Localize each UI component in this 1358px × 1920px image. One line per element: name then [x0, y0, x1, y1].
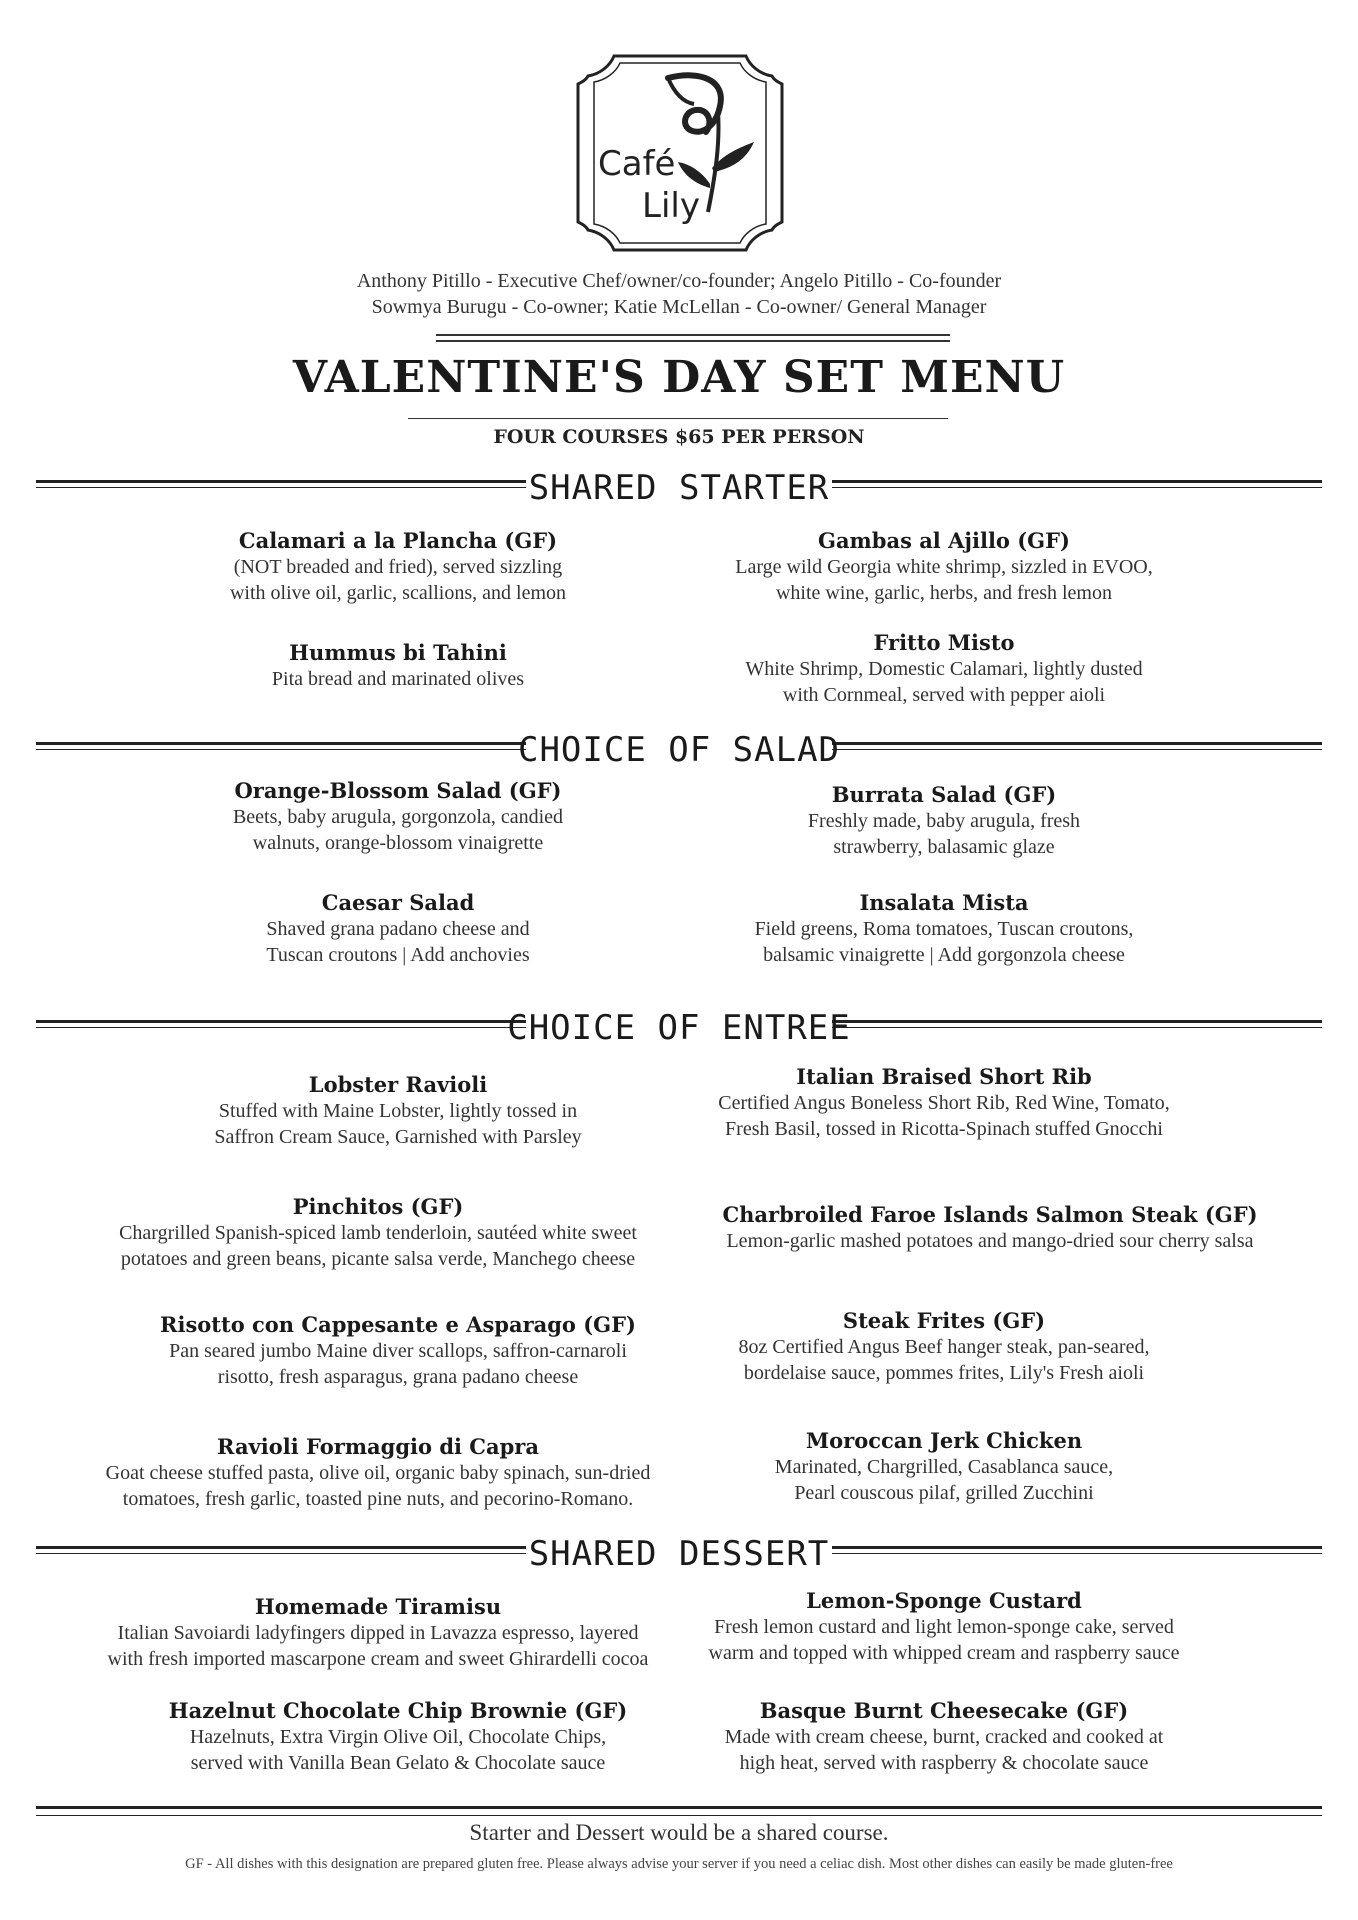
item-description: Pita bread and marinated olives	[271, 668, 525, 690]
credits-line-2: Sowmya Burugu - Co-owner; Katie McLellan - Co-owner/ General Manager	[371, 296, 987, 318]
menu-item	[644, 890, 1244, 968]
menu-item	[680, 1202, 1300, 1254]
credits-line-1: Anthony Pitillo - Executive Chef/owner/co-founder; Angelo Pitillo - Co-founder	[356, 270, 1002, 292]
title-underline	[408, 418, 948, 419]
logo-text-cafe: Café	[598, 144, 676, 184]
item-name: Basque Burnt Cheesecake (GF)	[759, 1698, 1129, 1723]
menu-item	[98, 1698, 698, 1776]
menu-item	[98, 640, 698, 692]
item-name: Risotto con Cappesante e Asparago (GF)	[160, 1312, 636, 1337]
item-description: Shaved grana padano cheese and Tuscan croutons | Add anchovies	[266, 918, 530, 966]
item-description: Large wild Georgia white shrimp, sizzled in EVOO, white wine, garlic, herbs, and fresh lemon	[735, 556, 1153, 604]
menu-item	[644, 1428, 1244, 1506]
menu-item	[644, 1064, 1244, 1142]
item-description: Made with cream cheese, burnt, cracked and cooked at high heat, served with raspberry & chocolate sauce	[724, 1726, 1164, 1774]
item-description: Hazelnuts, Extra Virgin Olive Oil, Chocolate Chips, served with Vanilla Bean Gelato & Chocolate sauce	[189, 1726, 607, 1774]
logo	[574, 52, 786, 254]
menu-item	[644, 528, 1244, 606]
item-name: Insalata Mista	[859, 890, 1029, 915]
divider-top-1	[436, 334, 950, 336]
section-title: SHARED STARTER	[528, 468, 830, 508]
item-description: Marinated, Chargrilled, Casablanca sauce, Pearl couscous pilaf, grilled Zucchini	[774, 1456, 1114, 1504]
item-name: Hazelnut Chocolate Chip Brownie (GF)	[168, 1698, 628, 1723]
footer-divider	[36, 1806, 1322, 1816]
section-title: CHOICE OF ENTREE	[507, 1008, 851, 1048]
item-description: Chargrilled Spanish-spiced lamb tenderloin, sautéed white sweet potatoes and green beans, picante salsa verde, Manchego cheese	[119, 1222, 637, 1270]
menu-item	[98, 890, 698, 968]
item-name: Moroccan Jerk Chicken	[805, 1428, 1083, 1453]
menu-item	[98, 1072, 698, 1150]
item-description: Certified Angus Boneless Short Rib, Red Wine, Tomato, Fresh Basil, tossed in Ricotta-Spinach stuffed Gnocchi	[718, 1092, 1170, 1140]
item-description: Goat cheese stuffed pasta, olive oil, organic baby spinach, sun-dried tomatoes, fresh garlic, toasted pine nuts, and pecorino-Romano.	[105, 1462, 651, 1510]
item-name: Hummus bi Tahini	[289, 640, 507, 665]
item-description: Fresh lemon custard and light lemon-sponge cake, served warm and topped with whipped cream and raspberry sauce	[708, 1616, 1180, 1664]
menu-item	[644, 782, 1244, 860]
menu-item	[68, 1194, 688, 1272]
item-description: Freshly made, baby arugula, fresh strawberry, balasamic glaze	[807, 810, 1081, 858]
menu-item	[644, 1308, 1244, 1386]
item-name: Steak Frites (GF)	[842, 1308, 1046, 1333]
item-description: Field greens, Roma tomatoes, Tuscan croutons, balsamic vinaigrette | Add gorgonzola cheese	[754, 918, 1134, 966]
shared-course-note: Starter and Dessert would be a shared course.	[469, 1820, 889, 1845]
item-name: Gambas al Ajillo (GF)	[818, 528, 1070, 553]
item-name: Pinchitos (GF)	[292, 1194, 464, 1219]
section-header-entree	[36, 1006, 1322, 1050]
page-title: VALENTINE'S DAY SET MENU	[292, 352, 1066, 403]
section-title: SHARED DESSERT	[528, 1534, 830, 1574]
menu-item	[644, 630, 1244, 708]
section-header-salad	[36, 728, 1322, 772]
item-name: Lemon-Sponge Custard	[806, 1588, 1082, 1613]
item-description: White Shrimp, Domestic Calamari, lightly dusted with Cornmeal, served with pepper aioli	[745, 658, 1143, 706]
item-name: Caesar Salad	[321, 890, 475, 915]
item-name: Charbroiled Faroe Islands Salmon Steak (GF)	[722, 1202, 1258, 1227]
logo-text-lily: Lily	[642, 186, 700, 226]
menu-item	[98, 778, 698, 856]
divider-top-2	[436, 340, 950, 342]
menu-item	[98, 528, 698, 606]
item-description: (NOT breaded and fried), served sizzling with olive oil, garlic, scallions, and lemon	[229, 556, 567, 604]
menu-item	[68, 1594, 688, 1672]
item-name: Orange-Blossom Salad (GF)	[234, 778, 562, 803]
section-header-dessert	[36, 1532, 1322, 1576]
item-description: 8oz Certified Angus Beef hanger steak, pan-seared, bordelaise sauce, pommes frites, Lily's Fresh aioli	[738, 1336, 1150, 1384]
item-description: Lemon-garlic mashed potatoes and mango-dried sour cherry salsa	[726, 1230, 1254, 1252]
item-name: Homemade Tiramisu	[254, 1594, 502, 1619]
item-description: Beets, baby arugula, gorgonzola, candied walnuts, orange-blossom vinaigrette	[232, 806, 564, 854]
price-subtitle: FOUR COURSES $65 PER PERSON	[493, 426, 865, 448]
section-title: CHOICE OF SALAD	[517, 730, 841, 770]
menu-item	[68, 1434, 688, 1512]
item-name: Lobster Ravioli	[308, 1072, 488, 1097]
gluten-free-note: GF - All dishes with this designation are prepared gluten free. Please always advise your server if you need a celiac dish. Most other dishes can easily be made gluten-free	[185, 1856, 1173, 1872]
menu-item	[644, 1588, 1244, 1666]
menu-item	[98, 1312, 698, 1390]
item-name: Calamari a la Plancha (GF)	[238, 528, 558, 553]
item-description: Stuffed with Maine Lobster, lightly tossed in Saffron Cream Sauce, Garnished with Parsley	[214, 1100, 582, 1148]
menu-item	[644, 1698, 1244, 1776]
item-name: Fritto Misto	[873, 630, 1015, 655]
item-name: Italian Braised Short Rib	[796, 1064, 1092, 1089]
item-description: Italian Savoiardi ladyfingers dipped in Lavazza espresso, layered with fresh imported mascarpone cream and sweet Ghirardelli cocoa	[107, 1622, 649, 1670]
item-description: Pan seared jumbo Maine diver scallops, saffron-carnaroli risotto, fresh asparagus, grana padano cheese	[169, 1340, 627, 1388]
item-name: Ravioli Formaggio di Capra	[217, 1434, 539, 1459]
item-name: Burrata Salad (GF)	[831, 782, 1057, 807]
section-header-starter	[36, 466, 1322, 510]
